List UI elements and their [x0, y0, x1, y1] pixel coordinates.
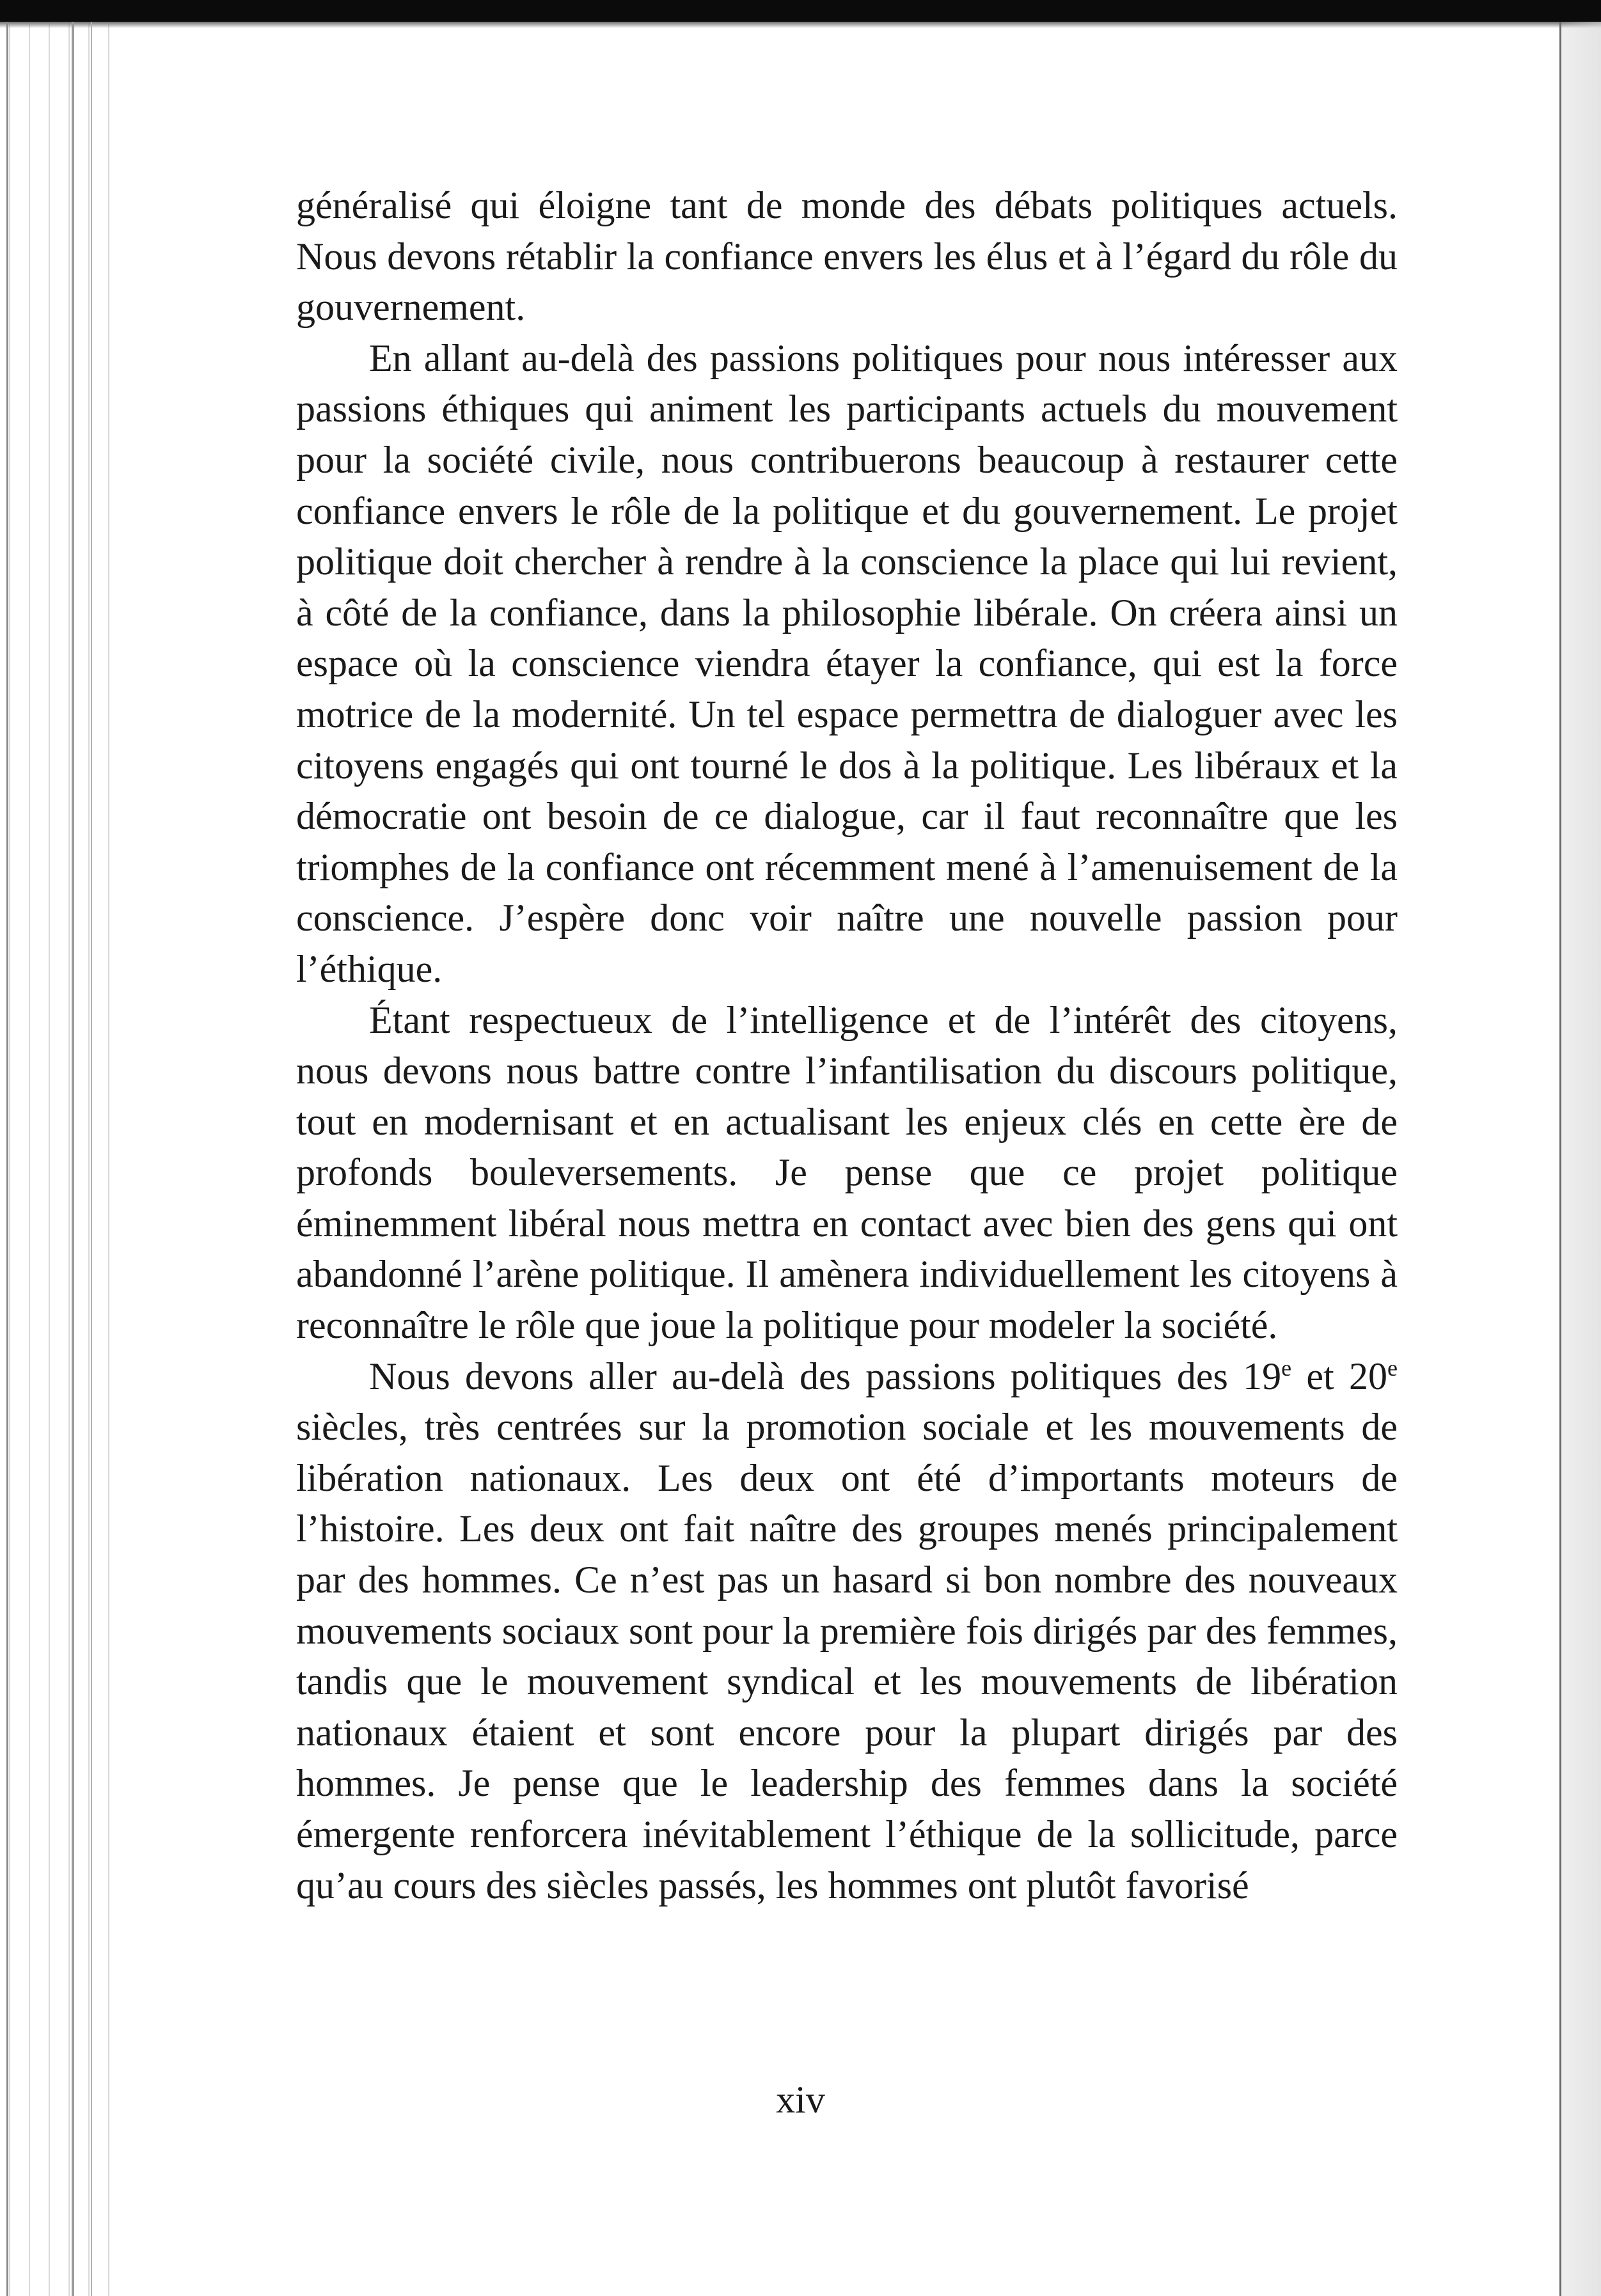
paragraph-4-part-c: siècles, très centrées sur la promotion sociale et les mouvements de libération nationaux. Les deux ont été d’importants moteurs de l’histoire. Les deux ont fait naître des groupes menés principalement par des hommes. Ce n’est pas un hasard si bon nombre des nouveaux mouvements sociaux sont pour la première fois dirigés par des femmes, tandis que le mouvement syndical et les mouvements de libération nationaux étaient et sont encore pour la plupart dirigés par des hommes. Je pense que le leadership des femmes dans la société émergente renforcera inévitablement l’éthique de la sollicitude, parce qu’au cours des siècles passés, les hommes ont plutôt favorisé: [296, 1406, 1398, 1907]
scan-binding-line: [91, 22, 92, 2296]
superscript-e: e: [1387, 1355, 1398, 1381]
paragraph-2: En allant au-delà des passions politiques pour nous intéresser aux passions éthiques qui animent les participants actuels du mouvement pour la société civile, nous contribuerons beaucoup à restaurer cette confiance envers le rôle de la politique et du gouvernement. Le projet politique doit chercher à rendre à la conscience la place qui lui revient, à côté de la confiance, dans la philosophie libérale. On créera ainsi un espace où la conscience viendra étayer la confiance, qui est la force motrice de la modernité. Un tel espace permettra de dialoguer avec les citoyens engagés qui ont tourné le dos à la politique. Les libéraux et la démocratie ont besoin de ce dialogue, car il faut reconnaître que les triomphes de la confiance ont récemment mené à l’amenuisement de la conscience. J’espère donc voir naître une nouvelle passion pour l’éthique.: [296, 336, 1398, 990]
paragraph-4-part-b: et 20: [1291, 1355, 1388, 1397]
paragraph-4: [296, 1351, 1398, 1912]
scan-binding-line: [6, 22, 8, 2296]
scan-right-edge: [1559, 22, 1601, 2296]
paragraph-3: Étant respectueux de l’intelligence et de l’intérêt des citoyens, nous devons nous battre contre l’infantilisation du discours politique, tout en modernisant et en actualisant les enjeux clés en cette ère de profonds bouleversements. Je pense que ce projet politique éminemment libéral nous mettra en contact avec bien des gens qui ont abandonné l’arène politique. Il amènera individuellement les citoyens à reconnaître le rôle que joue la politique pour modeler la société.: [296, 998, 1398, 1347]
paragraph-1: généralisé qui éloigne tant de monde des débats politiques actuels. Nous devons rétablir la confiance envers les élus et à l’égard du rôle du gouvernement.: [296, 184, 1398, 329]
page-text-body: [296, 180, 1398, 1911]
superscript-e: e: [1281, 1355, 1292, 1381]
scan-binding-line: [72, 22, 74, 2296]
scan-binding-shadow: [0, 22, 122, 2296]
page-number: xiv: [776, 2079, 825, 2121]
scan-top-border: [0, 0, 1601, 22]
paragraph-4-part-a: Nous devons aller au-delà des passions politiques des 19: [369, 1355, 1282, 1397]
scan-top-shadow: [0, 22, 1601, 28]
